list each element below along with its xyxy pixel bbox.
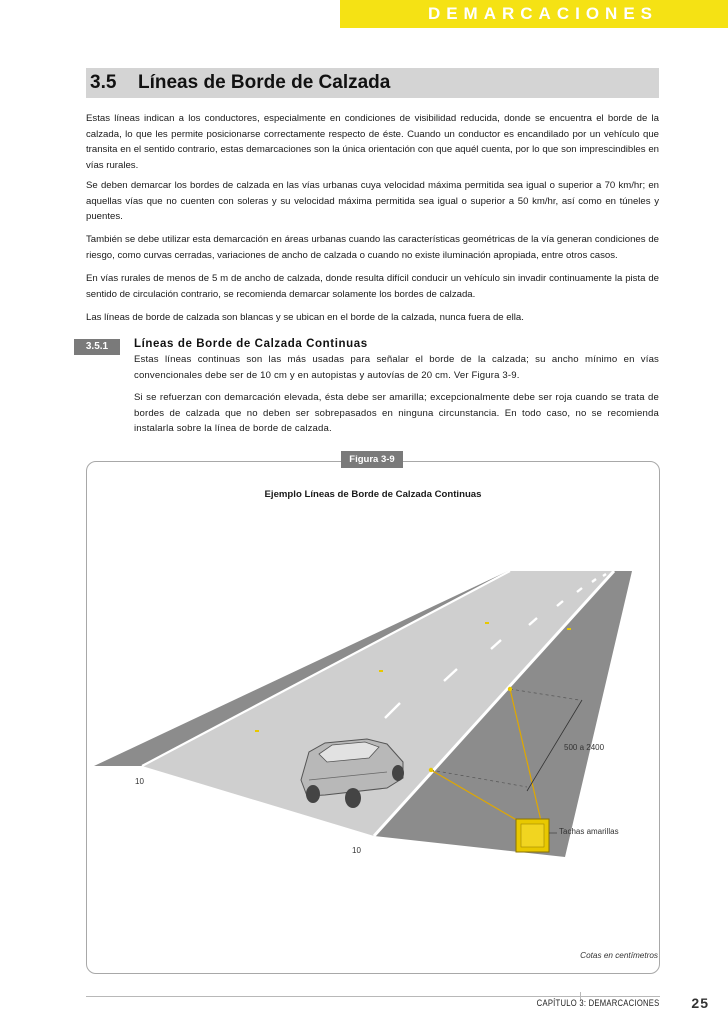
left-width-label: 10	[135, 777, 144, 786]
paragraph-3: También se debe utilizar esta demarcación en áreas urbanas cuando las características geométricas de la vía generan condiciones de riesgo, como curvas cerradas, variaciones de ancho de calzada o cuando no existe iluminación apropiada, entre otros casos.	[86, 234, 659, 261]
header-band	[340, 0, 728, 28]
page-number: 25	[691, 995, 709, 1011]
spacing-label: 500 a 2400	[564, 743, 605, 752]
subsection-title: Líneas de Borde de Calzada Continuas	[134, 338, 368, 350]
figure-caption: Ejemplo Líneas de Borde de Calzada Continuas	[264, 489, 482, 500]
figure-tab: Figura 3-9	[341, 451, 403, 468]
units-note: Cotas en centímetros	[580, 951, 658, 960]
studs-label: Tachas amarillas	[559, 827, 619, 836]
subsection-paragraph-1: Estas líneas continuas son las más usadas para señalar el borde de la calzada; su ancho mínimo en vías convencionales debe ser de 10 cm y en autopistas y autovías de 20 cm. Ver Figura 3-9.	[134, 354, 659, 381]
bottom-width-label: 10	[352, 846, 361, 855]
paragraph-1: Estas líneas indican a los conductores, especialmente en condiciones de visibilidad reducida, donde se encuentra el borde de la calzada, lo que les permite posicionarse correctamente respecto de éste. Cuando un conductor es encandilado por un vehículo que transita en el sentido contrario, estas demarcaciones son la única orientación con que aquél cuenta, por lo que son imprescindibles en vías rurales.	[86, 113, 659, 171]
section-title: Líneas de Borde de Calzada	[138, 72, 391, 93]
paragraph-4: En vías rurales de menos de 5 m de ancho de calzada, donde resulta difícil conducir un vehículo sin invadir continuamente la pista de sentido de circulación contrario, se recomienda demarcar solamente los bordes de calzada.	[86, 273, 659, 300]
road-illustration	[87, 540, 659, 920]
section-heading	[86, 68, 659, 98]
subsection-paragraph-2: Si se refuerzan con demarcación elevada, ésta debe ser amarilla; excepcionalmente debe ser roja cuando se trata de bordes de calzada que no deben ser sobrepasados en ninguna circunstancia. En todo caso, no se recomienda instalarla sobre la línea de borde de calzada.	[134, 392, 659, 435]
stud-marker	[516, 819, 549, 852]
paragraph-2: Se deben demarcar los bordes de calzada en las vías urbanas cuya velocidad máxima permitida sea igual o superior a 70 km/hr; en aquellas vías que no cuenten con soleras y su velocidad máxima permitida sea igual o superior a 50 km/hr, así como en túneles y puentes.	[86, 180, 659, 223]
subsection-number: 3.5.1	[74, 339, 120, 355]
footer-divider	[86, 996, 660, 997]
section-number: 3.5	[90, 72, 117, 93]
header-title: DEMARCACIONES	[427, 4, 658, 23]
paragraph-5: Las líneas de borde de calzada son blancas y se ubican en el borde de la calzada, nunca fuera de ella.	[86, 312, 524, 323]
footer-chapter: CAPÍTULO 3: DEMARCACIONES	[537, 998, 660, 1008]
